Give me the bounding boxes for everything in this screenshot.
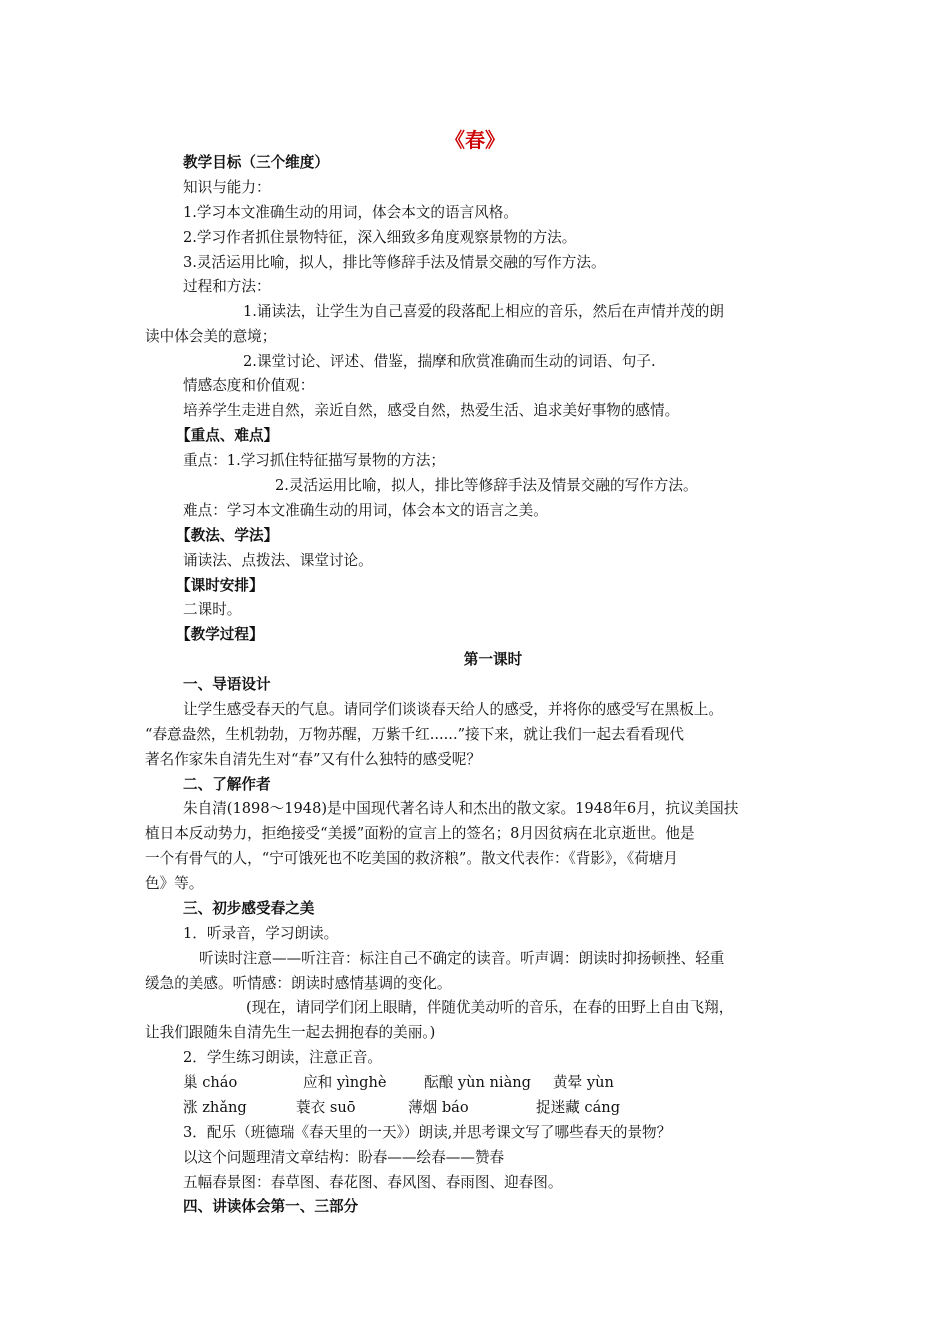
pinyin-word: 涨 zhǎng (183, 1099, 247, 1116)
section-3-item-2: 2．学生练习朗读，注意正音。 (183, 1049, 383, 1066)
section-4-heading: 四、讲读体会第一、三部分 (183, 1198, 359, 1215)
schedule-heading: 【课时安排】 (176, 577, 264, 594)
process-item-1b: 读中体会美的意境； (145, 328, 277, 345)
pinyin-word: 黄晕 yùn (553, 1074, 614, 1091)
pinyin-word: 应和 yìnghè (303, 1074, 387, 1091)
pinyin-word: 捉迷藏 cáng (536, 1099, 621, 1116)
pinyin-word: 巢 cháo (183, 1074, 238, 1091)
difficulty: 难点：学习本文准确生动的用词，体会本文的语言之美。 (183, 502, 548, 519)
key-heading: 【重点、难点】 (176, 427, 279, 444)
process2-heading: 【教学过程】 (176, 626, 264, 643)
section-3-line-d: 让我们跟随朱自清先生一起去拥抱春的美丽。) (145, 1024, 436, 1041)
method-text: 诵读法、点拨法、课堂讨论。 (183, 552, 373, 569)
schedule-text: 二课时。 (183, 601, 242, 618)
section-3-line-a: 听读时注意——听注音：标注自己不确定的读音。听声调：朗读时抑扬顿挫、轻重 (199, 950, 725, 967)
emotion-item: 培养学生走进自然，亲近自然，感受自然，热爱生活、追求美好事物的感情。 (183, 402, 680, 419)
knowledge-item-2: 2.学习作者抓住景物特征，深入细致多角度观察景物的方法。 (183, 229, 577, 246)
section-2-line-b: 植日本反动势力，拒绝接受“美援”面粉的宣言上的签名；8月因贫病在北京逝世。他是 (145, 825, 695, 842)
section-1-line-c: 著名作家朱自清先生对“春”又有什么独特的感受呢？ (145, 751, 481, 768)
section-3-scenes: 五幅春景图：春草图、春花图、春风图、春雨图、迎春图。 (183, 1174, 563, 1191)
section-1-heading: 一、导语设计 (183, 676, 271, 693)
knowledge-item-1: 1.学习本文准确生动的用词，体会本文的语言风格。 (183, 204, 518, 221)
process-item-1a: 1.诵读法，让学生为自己喜爱的段落配上相应的音乐，然后在声情并茂的朗 (243, 303, 724, 320)
section-3-heading: 三、初步感受春之美 (183, 900, 315, 917)
pinyin-word: 蓑衣 suō (296, 1099, 356, 1116)
pinyin-word: 酝酿 yùn niàng (424, 1074, 532, 1091)
section-2-heading: 二、了解作者 (183, 776, 271, 793)
section-1-line-a: 让学生感受春天的气息。请同学们谈谈春天给人的感受，并将你的感受写在黑板上。 (183, 701, 723, 718)
process-heading: 过程和方法： (183, 278, 271, 295)
section-3-line-b: 缓急的美感。听情感：朗读时感情基调的变化。 (145, 975, 452, 992)
knowledge-item-3: 3.灵活运用比喻，拟人，排比等修辞手法及情景交融的写作方法。 (183, 254, 606, 271)
pinyin-word: 薄烟 báo (408, 1099, 469, 1116)
section-2-line-c: 一个有骨气的人，“宁可饿死也不吃美国的救济粮”。散文代表作：《背影》，《荷塘月 (145, 850, 678, 867)
emotion-heading: 情感态度和价值观： (183, 377, 315, 394)
key-point-2: 2.灵活运用比喻，拟人，排比等修辞手法及情景交融的写作方法。 (275, 477, 698, 494)
knowledge-heading: 知识与能力： (183, 179, 271, 196)
document-title: 《春》 (445, 128, 505, 152)
section-2-line-d: 色》等。 (145, 875, 204, 892)
process-item-2: 2.课堂讨论、评述、借鉴，揣摩和欣赏准确而生动的词语、句子. (243, 353, 656, 370)
section-3-structure: 以这个问题理清文章结构：盼春——绘春——赞春 (183, 1149, 505, 1166)
section-3-item-1: 1．听录音，学习朗读。 (183, 925, 339, 942)
section-3-item-3: 3．配乐（班德瑞《春天里的一天》）朗读,并思考课文写了哪些春天的景物？ (183, 1124, 672, 1141)
lesson-one-heading: 第一课时 (463, 651, 523, 668)
key-point-1: 重点：1.学习抓住特征描写景物的方法； (183, 452, 446, 469)
section-3-line-c: (现在，请同学们闭上眼睛，伴随优美动听的音乐，在春的田野上自由飞翔， (246, 999, 734, 1016)
method-heading: 【教法、学法】 (176, 527, 279, 544)
section-1-line-b: “春意盎然，生机勃勃，万物苏醒，万紫千红......”接下来，就让我们一起去看看现代 (145, 726, 684, 743)
goals-heading: 教学目标（三个维度） (183, 154, 329, 171)
section-2-line-a: 朱自清(1898～1948)是中国现代著名诗人和杰出的散文家。1948年6月，抗议美国扶 (183, 800, 739, 817)
